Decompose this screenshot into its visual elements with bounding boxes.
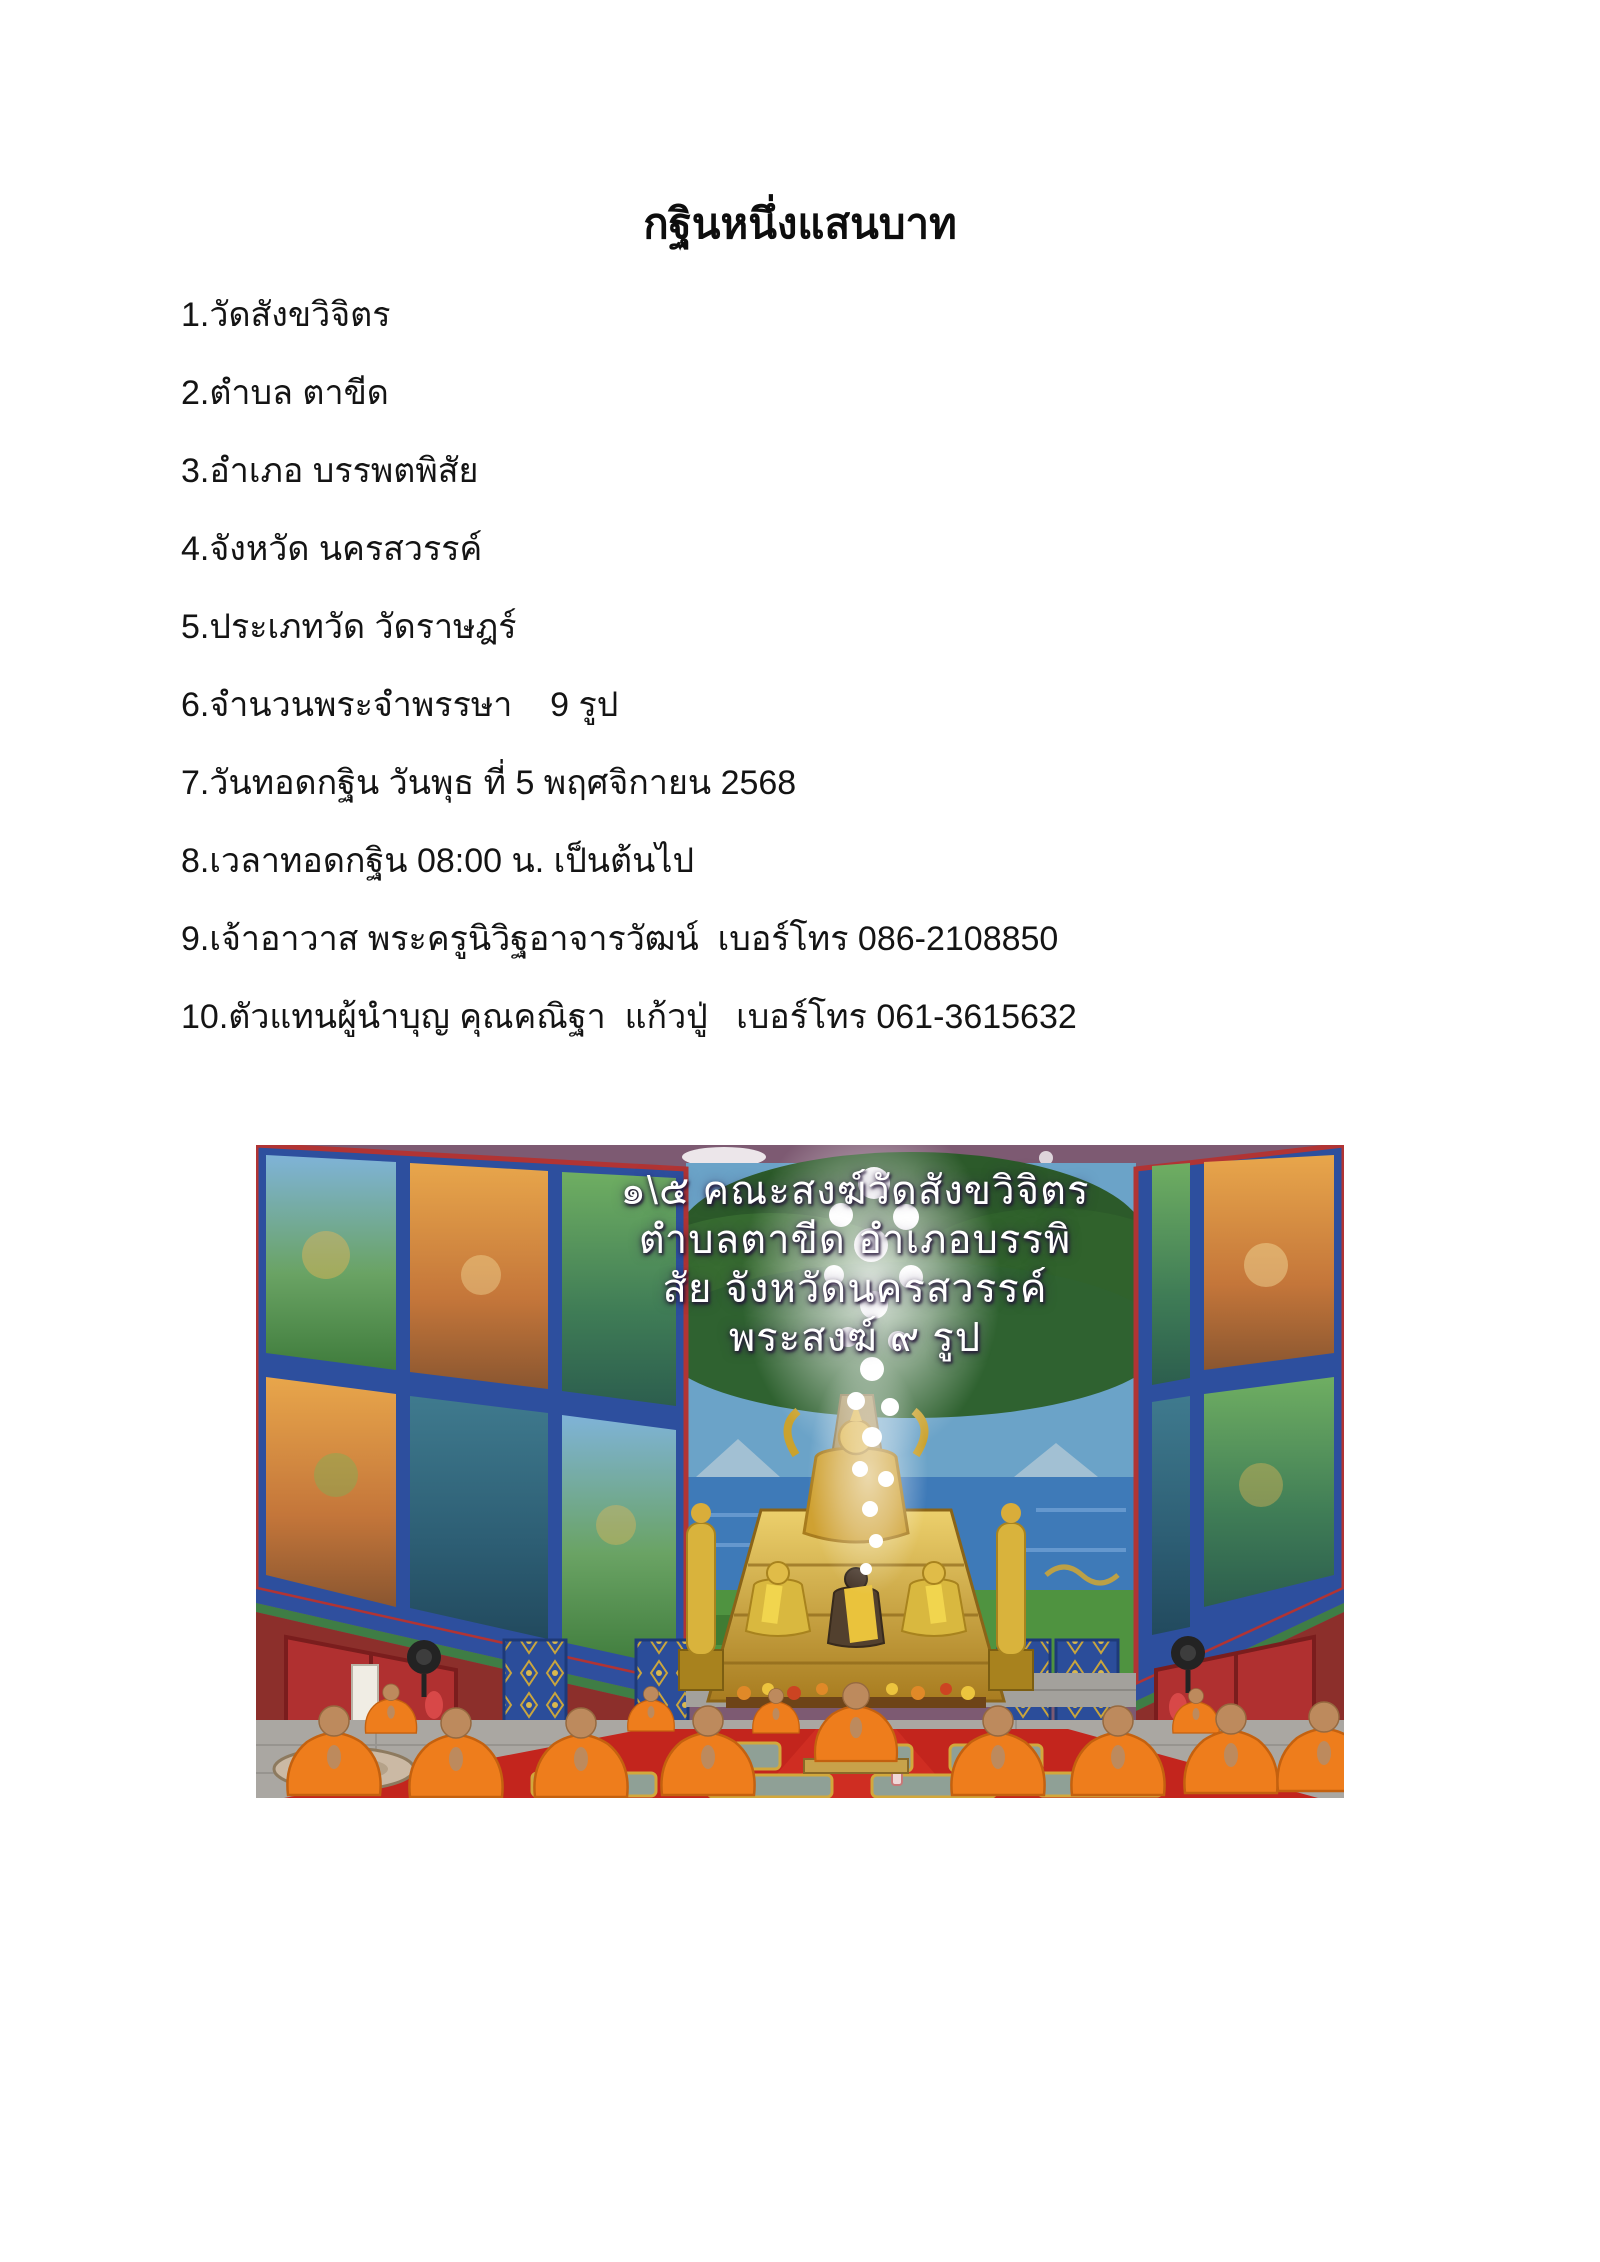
list-item: 10.ตัวแทนผู้นำบุญ คุณคณิฐา แก้วปู่ เบอร์โทร 061-3615632 xyxy=(181,998,1077,1036)
photo-caption-line: ตำบลตาขีด อำเภอบรรพิ xyxy=(638,1218,1072,1262)
list-item: 2.ตำบล ตาขีด xyxy=(181,374,389,412)
temple-photo xyxy=(256,1145,1344,1798)
photo-caption xyxy=(311,1167,1344,1363)
list-item: 3.อำเภอ บรรพตพิสัย xyxy=(181,452,479,490)
list-item: 4.จังหวัด นครสวรรค์ xyxy=(181,530,483,568)
list-item: 8.เวลาทอดกฐิน 08:00 น. เป็นต้นไป xyxy=(181,842,695,880)
numbered-list xyxy=(181,276,1431,1056)
list-item: 7.วันทอดกฐิน วันพุธ ที่ 5 พฤศจิกายน 2568 xyxy=(181,764,797,802)
list-item: 6.จำนวนพระจำพรรษา 9 รูป xyxy=(181,686,619,724)
photo-caption-line: ๑\๕ คณะสงฆ์วัดสังขวิจิตร xyxy=(620,1169,1090,1213)
list-item: 9.เจ้าอาวาส พระครูนิวิฐอาจารวัฒน์ เบอร์โทร 086-2108850 xyxy=(181,920,1059,958)
photo-caption-line: พระสงฆ์ ๙ รูป xyxy=(728,1316,982,1360)
photo-caption-line: สัย จังหวัดนครสวรรค์ xyxy=(662,1267,1048,1311)
list-item: 5.ประเภทวัด วัดราษฎร์ xyxy=(181,608,517,646)
list-item: 1.วัดสังขวิจิตร xyxy=(181,296,391,334)
page-title: กฐินหนึ่งแสนบาท xyxy=(643,200,957,247)
